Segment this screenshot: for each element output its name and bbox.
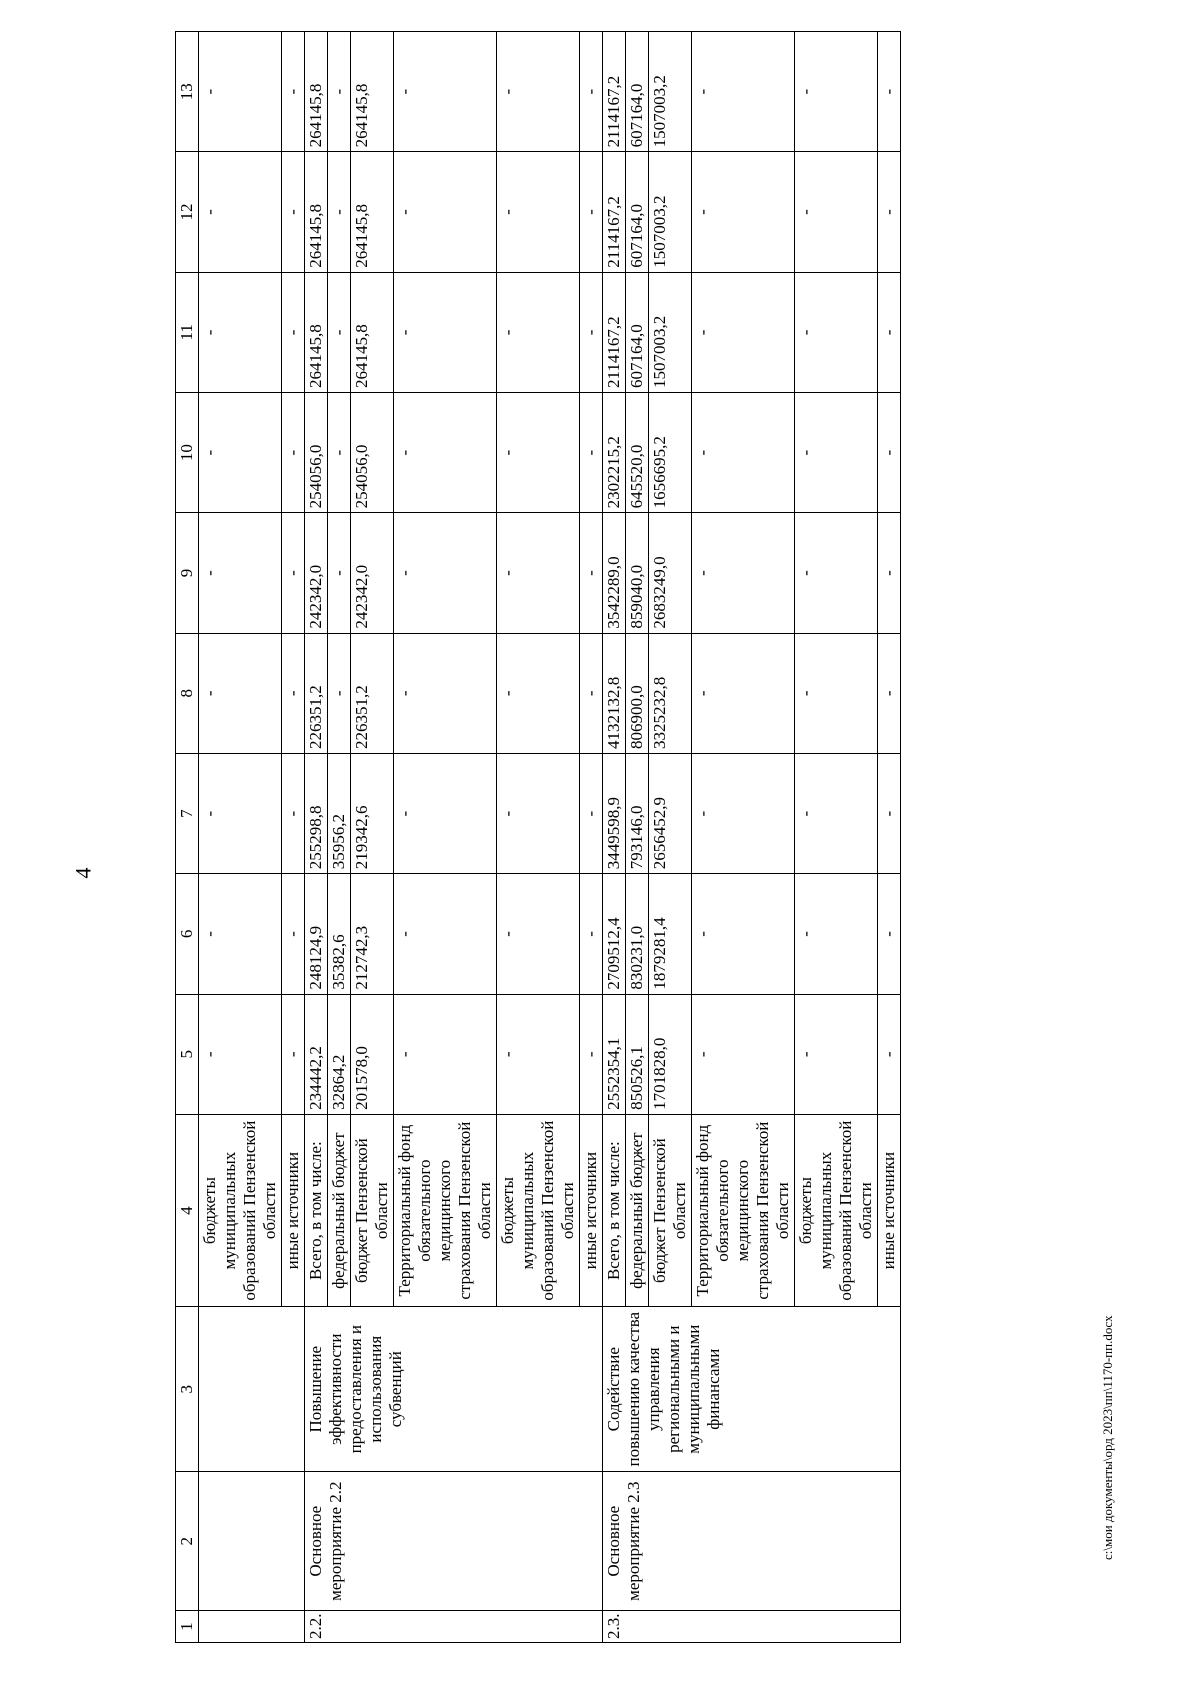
value-cell: 645520,0: [626, 393, 649, 513]
column-number-header: 7: [176, 753, 199, 873]
page-number: 4: [70, 867, 96, 879]
value-cell: -: [878, 513, 901, 633]
value-cell: -: [282, 513, 305, 633]
value-cell: 830231,0: [626, 874, 649, 994]
value-cell: -: [282, 874, 305, 994]
value-cell: -: [692, 633, 795, 753]
value-cell: 3449598,9: [603, 753, 626, 873]
value-cell: 1656695,2: [649, 393, 692, 513]
value-cell: -: [795, 393, 878, 513]
source-cell: бюджет Пензенской области: [351, 1114, 394, 1307]
value-cell: 2683249,0: [649, 513, 692, 633]
value-cell: -: [282, 152, 305, 272]
value-cell: 2302215,2: [603, 393, 626, 513]
value-cell: -: [497, 994, 580, 1114]
type-cell: [199, 1472, 305, 1611]
value-cell: -: [394, 513, 497, 633]
value-cell: -: [795, 994, 878, 1114]
value-cell: 264145,8: [305, 32, 328, 152]
value-cell: -: [580, 633, 603, 753]
column-number-header: 4: [176, 1114, 199, 1307]
value-cell: -: [394, 633, 497, 753]
value-cell: 1879281,4: [649, 874, 692, 994]
value-cell: 254056,0: [351, 393, 394, 513]
value-cell: 2114167,2: [603, 152, 626, 272]
value-cell: -: [580, 393, 603, 513]
source-cell: Территориальный фонд обязательного медицинского страхования Пензенской области: [692, 1114, 795, 1307]
value-cell: 2552354,1: [603, 994, 626, 1114]
value-cell: -: [394, 393, 497, 513]
value-cell: 4132132,8: [603, 633, 626, 753]
value-cell: 793146,0: [626, 753, 649, 873]
value-cell: -: [282, 32, 305, 152]
source-cell: Всего, в том числе:: [603, 1114, 626, 1307]
value-cell: -: [394, 152, 497, 272]
table-row: [305, 32, 328, 1643]
value-cell: 226351,2: [351, 633, 394, 753]
value-cell: 32864,2: [328, 994, 351, 1114]
value-cell: -: [394, 32, 497, 152]
value-cell: -: [282, 753, 305, 873]
value-cell: -: [328, 633, 351, 753]
value-cell: -: [199, 152, 282, 272]
value-cell: -: [497, 393, 580, 513]
value-cell: -: [497, 272, 580, 392]
value-cell: -: [795, 874, 878, 994]
source-cell: иные источники: [282, 1114, 305, 1307]
value-cell: -: [199, 753, 282, 873]
value-cell: 264145,8: [351, 272, 394, 392]
value-cell: -: [199, 32, 282, 152]
value-cell: -: [692, 152, 795, 272]
header-row: [176, 32, 199, 1643]
value-cell: 1507003,2: [649, 272, 692, 392]
value-cell: -: [282, 272, 305, 392]
value-cell: 226351,2: [305, 633, 328, 753]
value-cell: -: [878, 152, 901, 272]
value-cell: -: [580, 32, 603, 152]
value-cell: -: [394, 753, 497, 873]
value-cell: 1701828,0: [649, 994, 692, 1114]
value-cell: -: [878, 633, 901, 753]
value-cell: -: [328, 513, 351, 633]
column-number-header: 2: [176, 1472, 199, 1611]
column-number-header: 12: [176, 152, 199, 272]
value-cell: -: [199, 272, 282, 392]
value-cell: 242342,0: [351, 513, 394, 633]
source-cell: бюджеты муниципальных образований Пензенской области: [497, 1114, 580, 1307]
value-cell: 264145,8: [351, 32, 394, 152]
source-cell: иные источники: [580, 1114, 603, 1307]
value-cell: 35382,6: [328, 874, 351, 994]
footer-file-path: c:\мои документы\орд 2023\пп\1170-пп.docx: [1100, 1315, 1115, 1560]
value-cell: 234442,2: [305, 994, 328, 1114]
value-cell: 607164,0: [626, 272, 649, 392]
value-cell: -: [497, 753, 580, 873]
value-cell: 806900,0: [626, 633, 649, 753]
value-cell: 607164,0: [626, 152, 649, 272]
value-cell: -: [328, 393, 351, 513]
source-cell: федеральный бюджет: [626, 1114, 649, 1307]
table-body: [176, 32, 901, 1643]
value-cell: -: [580, 272, 603, 392]
value-cell: -: [328, 32, 351, 152]
value-cell: 255298,8: [305, 753, 328, 873]
source-cell: Территориальный фонд обязательного медицинского страхования Пензенской области: [394, 1114, 497, 1307]
number-cell: [199, 1611, 305, 1643]
source-cell: бюджет Пензенской области: [649, 1114, 692, 1307]
value-cell: -: [282, 633, 305, 753]
value-cell: 264145,8: [351, 152, 394, 272]
column-number-header: 8: [176, 633, 199, 753]
value-cell: -: [878, 753, 901, 873]
value-cell: -: [795, 152, 878, 272]
value-cell: 219342,6: [351, 753, 394, 873]
value-cell: -: [199, 393, 282, 513]
value-cell: 212742,3: [351, 874, 394, 994]
value-cell: -: [580, 513, 603, 633]
item-number: 2.3.: [603, 1611, 901, 1643]
value-cell: -: [878, 393, 901, 513]
value-cell: -: [328, 272, 351, 392]
value-cell: -: [497, 32, 580, 152]
value-cell: -: [282, 393, 305, 513]
value-cell: -: [199, 874, 282, 994]
value-cell: 3542289,0: [603, 513, 626, 633]
value-cell: 859040,0: [626, 513, 649, 633]
value-cell: -: [497, 152, 580, 272]
source-cell: федеральный бюджет: [328, 1114, 351, 1307]
value-cell: -: [199, 633, 282, 753]
value-cell: 1507003,2: [649, 152, 692, 272]
source-cell: бюджеты муниципальных образований Пензенской области: [199, 1114, 282, 1307]
column-number-header: 6: [176, 874, 199, 994]
value-cell: -: [580, 874, 603, 994]
value-cell: -: [795, 272, 878, 392]
value-cell: -: [199, 513, 282, 633]
value-cell: -: [497, 874, 580, 994]
rotated-table-container: [175, 31, 1120, 1643]
value-cell: -: [878, 994, 901, 1114]
value-cell: -: [878, 272, 901, 392]
column-number-header: 3: [176, 1307, 199, 1472]
value-cell: -: [394, 994, 497, 1114]
value-cell: -: [580, 994, 603, 1114]
budget-table: [175, 31, 901, 1643]
column-number-header: 13: [176, 32, 199, 152]
item-name: Повышение эффективности предоставления и использования субвенций: [305, 1307, 603, 1472]
value-cell: -: [692, 393, 795, 513]
value-cell: 248124,9: [305, 874, 328, 994]
value-cell: 3325232,8: [649, 633, 692, 753]
item-number: 2.2.: [305, 1611, 603, 1643]
value-cell: -: [692, 272, 795, 392]
source-cell: иные источники: [878, 1114, 901, 1307]
source-cell: бюджеты муниципальных образований Пензенской области: [795, 1114, 878, 1307]
value-cell: 254056,0: [305, 393, 328, 513]
value-cell: -: [497, 513, 580, 633]
value-cell: -: [282, 994, 305, 1114]
value-cell: -: [580, 152, 603, 272]
column-number-header: 9: [176, 513, 199, 633]
column-number-header: 1: [176, 1611, 199, 1643]
value-cell: -: [394, 874, 497, 994]
value-cell: 850526,1: [626, 994, 649, 1114]
value-cell: -: [692, 994, 795, 1114]
value-cell: 242342,0: [305, 513, 328, 633]
value-cell: -: [878, 874, 901, 994]
value-cell: -: [795, 633, 878, 753]
value-cell: 607164,0: [626, 32, 649, 152]
value-cell: -: [878, 32, 901, 152]
value-cell: 264145,8: [305, 272, 328, 392]
column-number-header: 11: [176, 272, 199, 392]
value-cell: 2656452,9: [649, 753, 692, 873]
value-cell: 35956,2: [328, 753, 351, 873]
value-cell: 2114167,2: [603, 32, 626, 152]
item-name: Содействие повышению качества управления региональными и муниципальными финансами: [603, 1307, 901, 1472]
item-type: Основное мероприятие 2.2: [305, 1472, 603, 1611]
value-cell: -: [692, 513, 795, 633]
value-cell: -: [692, 874, 795, 994]
item-type: Основное мероприятие 2.3: [603, 1472, 901, 1611]
value-cell: -: [394, 272, 497, 392]
value-cell: -: [497, 633, 580, 753]
value-cell: -: [692, 753, 795, 873]
column-number-header: 5: [176, 994, 199, 1114]
value-cell: -: [328, 152, 351, 272]
table-row: [199, 32, 282, 1643]
value-cell: -: [199, 994, 282, 1114]
value-cell: 264145,8: [305, 152, 328, 272]
column-number-header: 10: [176, 393, 199, 513]
source-cell: Всего, в том числе:: [305, 1114, 328, 1307]
value-cell: 2114167,2: [603, 272, 626, 392]
value-cell: -: [795, 513, 878, 633]
value-cell: -: [795, 753, 878, 873]
value-cell: -: [795, 32, 878, 152]
value-cell: 2709512,4: [603, 874, 626, 994]
value-cell: 201578,0: [351, 994, 394, 1114]
name-cell: [199, 1307, 305, 1472]
value-cell: -: [692, 32, 795, 152]
value-cell: -: [580, 753, 603, 873]
value-cell: 1507003,2: [649, 32, 692, 152]
table-row: [603, 32, 626, 1643]
